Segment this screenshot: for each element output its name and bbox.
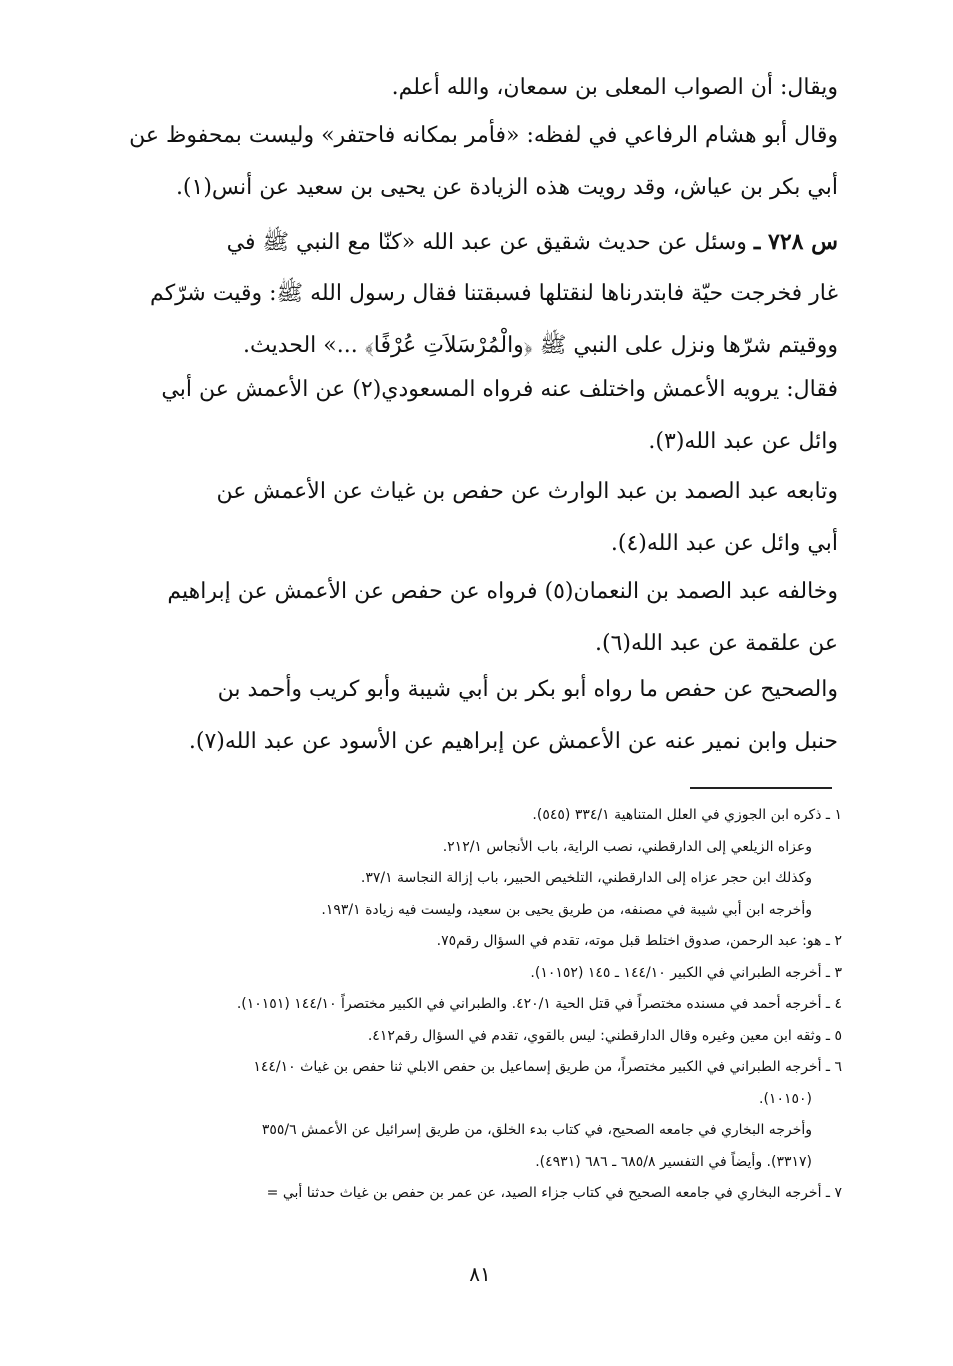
- footnotes: [112, 800, 842, 1210]
- text-line: وتابعه عبد الصمد بن عبد الوارث عن حفص بن غياث عن الأعمش عن: [216, 479, 838, 504]
- footnote-line: ٣ ـ أخرجه الطبراني في الكبير ١٤٤/١٠ ـ ١٤٥ (١٠١٥٢).: [530, 964, 842, 981]
- text-line: وقال أبو هشام الرفاعي في لفظه: «فأمر بمكانه فاحتفر» وليست بمحفوظ عن: [129, 123, 838, 148]
- question-number: س ٧٢٨ ـ: [753, 229, 838, 255]
- question-728: [118, 216, 838, 372]
- footnote-line: ٥ ـ وثقه ابن معين وغيره وقال الدارقطني: ليس بالقوي، تقدم في السؤال رقم٤١٢.: [367, 1027, 842, 1044]
- paragraph-6: [118, 664, 838, 768]
- text-line: [118, 216, 838, 268]
- paragraph-4: [118, 466, 838, 570]
- paragraph-2: [118, 110, 838, 214]
- text-line: وائل عن عبد الله(٣).: [648, 429, 838, 454]
- paragraph-1: [118, 62, 838, 114]
- text-line: أبي وائل عن عبد الله(٤).: [610, 531, 838, 556]
- text-line: غار فخرجت حيّة فابتدرناها لنقتلها فسبقتنا فقال رسول الله ﷺ: وقيت شرّكم: [150, 281, 838, 306]
- footnote-line: (٣٣١٧). وأيضاً في التفسير ٦٨٥/٨ ـ ٦٨٦ (٤٩٣١).: [535, 1153, 812, 1170]
- footnote-line: وأخرجه البخاري في جامعه الصحيح، في كتاب بدء الخلق، من طريق إسرائيل عن الأعمش ٣٥٥/٦: [261, 1122, 812, 1138]
- paragraph-5: [118, 566, 838, 670]
- footnote-line: ٤ ـ أخرجه أحمد في مسنده مختصراً في قتل الحية ٤٢٠/١. والطبراني في الكبير مختصراً ١٤٤/١٠ (١٠١٥١).: [236, 996, 842, 1012]
- footnote-line: ١ ـ ذكره ابن الجوزي في العلل المتناهية ٣٣٤/١ (٥٤٥).: [532, 807, 842, 823]
- text-line: وخالفه عبد الصمد بن النعمان(٥) فرواه عن حفص عن الأعمش عن إبراهيم: [167, 579, 838, 604]
- footnote-line: وعزاه الزيلعي إلى الدارقطني، نصب الراية، باب الأنجاس ٢١٢/١.: [442, 838, 812, 855]
- text-line: ويقال: أن الصواب المعلى بن سمعان، والله أعلم.: [391, 75, 838, 100]
- text-line: حنبل وابن نمير عنه عن الأعمش عن إبراهيم عن الأسود عن عبد الله(٧).: [188, 729, 838, 754]
- text-line: أبي بكر بن عياش، وقد رويت هذه الزيادة عن يحيى بن سعيد عن أنس(١).: [175, 175, 838, 200]
- question-text: وسئل عن حديث شقيق عن عبد الله «كنّا مع النبي ﷺ في: [226, 230, 747, 255]
- text-line: عن علقمة عن عبد الله(٦).: [595, 631, 838, 656]
- page-number: ٨١: [469, 1262, 491, 1286]
- paragraph-answer: [118, 364, 838, 468]
- text-line: والصحيح عن حفص ما رواه أبو بكر بن أبي شيبة وأبو كريب وأحمد بن: [217, 677, 838, 702]
- footnote-line: وكذلك ابن حجر عزاه إلى الدارقطني، التلخيص الحبير، باب إزالة النجاسة ٣٧/١.: [360, 870, 812, 886]
- text-line: فقال: يرويه الأعمش واختلف عنه فرواه المسعودي(٢) عن الأعمش عن أبي: [161, 377, 838, 402]
- footnote-line: (١٠١٥٠).: [759, 1090, 812, 1107]
- footnote-line: وأخرجه ابن أبي شيبة في مصنفه، من طريق يحيى بن سعيد، وليست فيه زيادة ١٩٣/١.: [321, 901, 812, 918]
- text-line: ووقيتم شرّها ونزل على النبي ﷺ ﴿والْمُرْسَلاَتِ عُرْفًا﴾ ...» الحديث.: [243, 333, 838, 358]
- footnote-separator: [690, 787, 832, 789]
- footnote-line: ٦ ـ أخرجه الطبراني في الكبير مختصراً، من طريق إسماعيل بن حفص الابلي ثنا حفص بن غياث ١٤٤/١٠: [253, 1059, 842, 1075]
- footnote-line: ٧ ـ أخرجه البخاري في جامعه الصحيح في كتاب جزاء الصيد، عن عمر بن حفص بن غياث حدثنا أبي =: [266, 1185, 842, 1201]
- footnote-line: ٢ ـ هو: عبد الرحمن، صدوق اختلط قبل موته، تقدم في السؤال رقم٧٥.: [436, 933, 842, 949]
